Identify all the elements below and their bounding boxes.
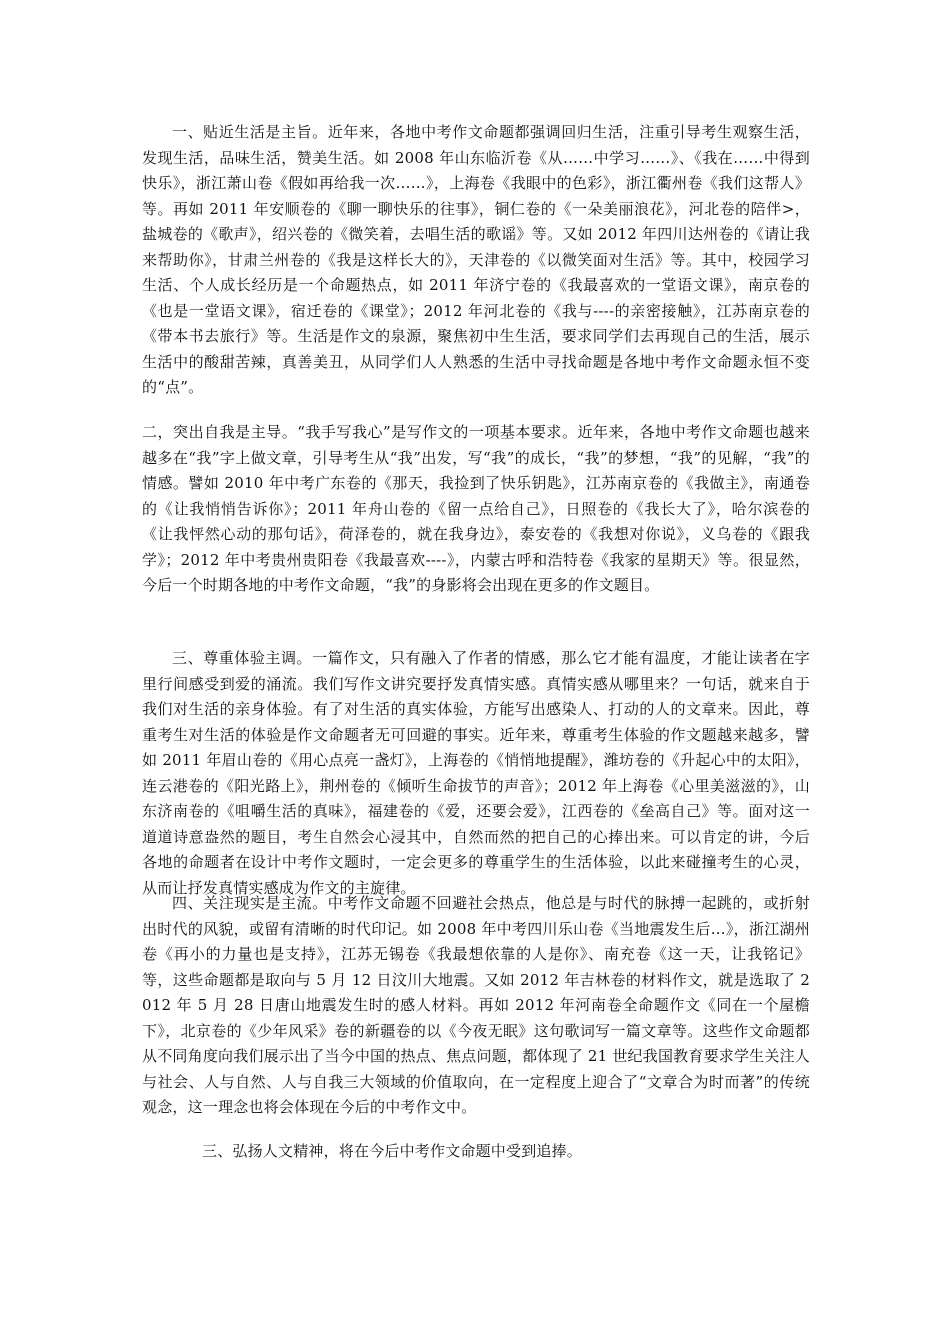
paragraph-experience-theme: 三、尊重体验主调。一篇作文，只有融入了作者的情感，那么它才能有温度，才能让读者在字里行间感受到爱的涌流。我们写作文讲究要抒发真情实感。真情实感从哪里来？一句话，就来自于我们对生活的亲身体验。有了对生活的真实体验，方能写出感染人、打动的人的文章来。因此，尊重考生对生活的体验是作文命题者无可回避的事实。近年来，尊重考生体验的作文题越来越多，譬如 2011 年眉山卷的《用心点亮一盏灯》，上海卷的《悄悄地提醒》，潍坊卷的《升起心中的太阳》，连云港卷的《阳光路上》，荆州卷的《倾听生命拔节的声音》；2012 年上海卷《心里美滋滋的》，山东济南卷的《咀嚼生活的真味》，福建卷的《爱，还要会爱》，江西卷的《垒高自己》等。面对这一道道诗意盎然的题目，考生自然会心浸其中，自然而然的把自己的心捧出来。可以肯定的讲，今后各地的命题者在设计中考作文题时，一定会更多的尊重学生的生活体验，以此来碰撞考生的心灵，从而让抒发真情实感成为作文的主旋律。	[142, 649, 810, 897]
paragraph-life-theme: 一、贴近生活是主旨。近年来，各地中考作文命题都强调回归生活，注重引导考生观察生活，发现生活，品味生活，赞美生活。如 2008 年山东临沂卷《从……中学习……》、《我在……中得到快乐》，浙江萧山卷《假如再给我一次……》，上海卷《我眼中的色彩》，浙江衢州卷《我们这帮人》等。再如 2011 年安顺卷的《聊一聊快乐的往事》，铜仁卷的《一朵美丽浪花》，河北卷的陪伴>，盐城卷的《歌声》，绍兴卷的《微笑着，去唱生活的歌谣》等。又如 2012 年四川达州卷的《请让我来帮助你》，甘肃兰州卷的《我是这样长大的》，天津卷的《以微笑面对生活》等。其中，校园学习生活、个人成长经历是一个命题热点，如 2011 年济宁卷的《我最喜欢的一堂语文课》，南京卷的《也是一堂语文课》，宿迁卷的《课堂》；2012 年河北卷的《我与----的亲密接触》，江苏南京卷的《带本书去旅行》等。生活是作文的泉源，聚焦初中生生活，要求同学们去再现自己的生活，展示生活中的酸甜苦辣，真善美丑，从同学们人人熟悉的生活中寻找命题是各地中考作文命题永恒不变的“点”。	[142, 123, 810, 396]
paragraph-humanistic-theme: 三、弘扬人文精神，将在今后中考作文命题中受到追捧。	[202, 1142, 583, 1160]
paragraph-self-theme: 二，突出自我是主导。“我手写我心”是写作文的一项基本要求。近年来，各地中考作文命题也越来越多在“我”字上做文章，引导考生从“我”出发，写“我”的成长，“我”的梦想，“我”的见解，“我”的情感。譬如 2010 年中考广东卷的《那天，我捡到了快乐钥匙》，江苏南京卷的《我做主》，南通卷的《让我悄悄告诉你》；2011 年舟山卷的《留一点给自己》，日照卷的《我长大了》，哈尔滨卷的《让我怦然心动的那句话》，荷泽卷的，就在我身边》，泰安卷的《我想对你说》，义乌卷的《跟我学》；2012 年中考贵州贵阳卷《我最喜欢----》，内蒙古呼和浩特卷《我家的星期天》等。很显然，今后一个时期各地的中考作文命题，“我”的身影将会出现在更多的作文题目。	[142, 423, 810, 594]
paragraph-reality-theme: 四、关注现实是主流。中考作文命题不回避社会热点，他总是与时代的脉搏一起跳的，或折射出时代的风貌，或留有清晰的时代印记。如 2008 年中考四川乐山卷《当地震发生后…》，浙江湖州卷《再小的力量也是支持》，江苏无锡卷《我最想依靠的人是你》、南充卷《这一天，让我铭记》等，这些命题都是取向与 5 月 12 日汶川大地震。又如 2012 年吉林卷的材料作文，就是选取了 2012 年 5 月 28 日唐山地震发生时的感人材料。再如 2012 年河南卷全命题作文《同在一个屋檐下》，北京卷的《少年风采》卷的新疆卷的以《今夜无眠》这句歌词写一篇文章等。这些作文命题都从不同角度向我们展示出了当今中国的热点、焦点问题，都体现了 21 世纪我国教育要求学生关注人与社会、人与自然、人与自我三大领域的价值取向，在一定程度上迎合了“文章合为时而著”的传统观念，这一理念也将会体现在今后的中考作文中。	[142, 894, 810, 1116]
